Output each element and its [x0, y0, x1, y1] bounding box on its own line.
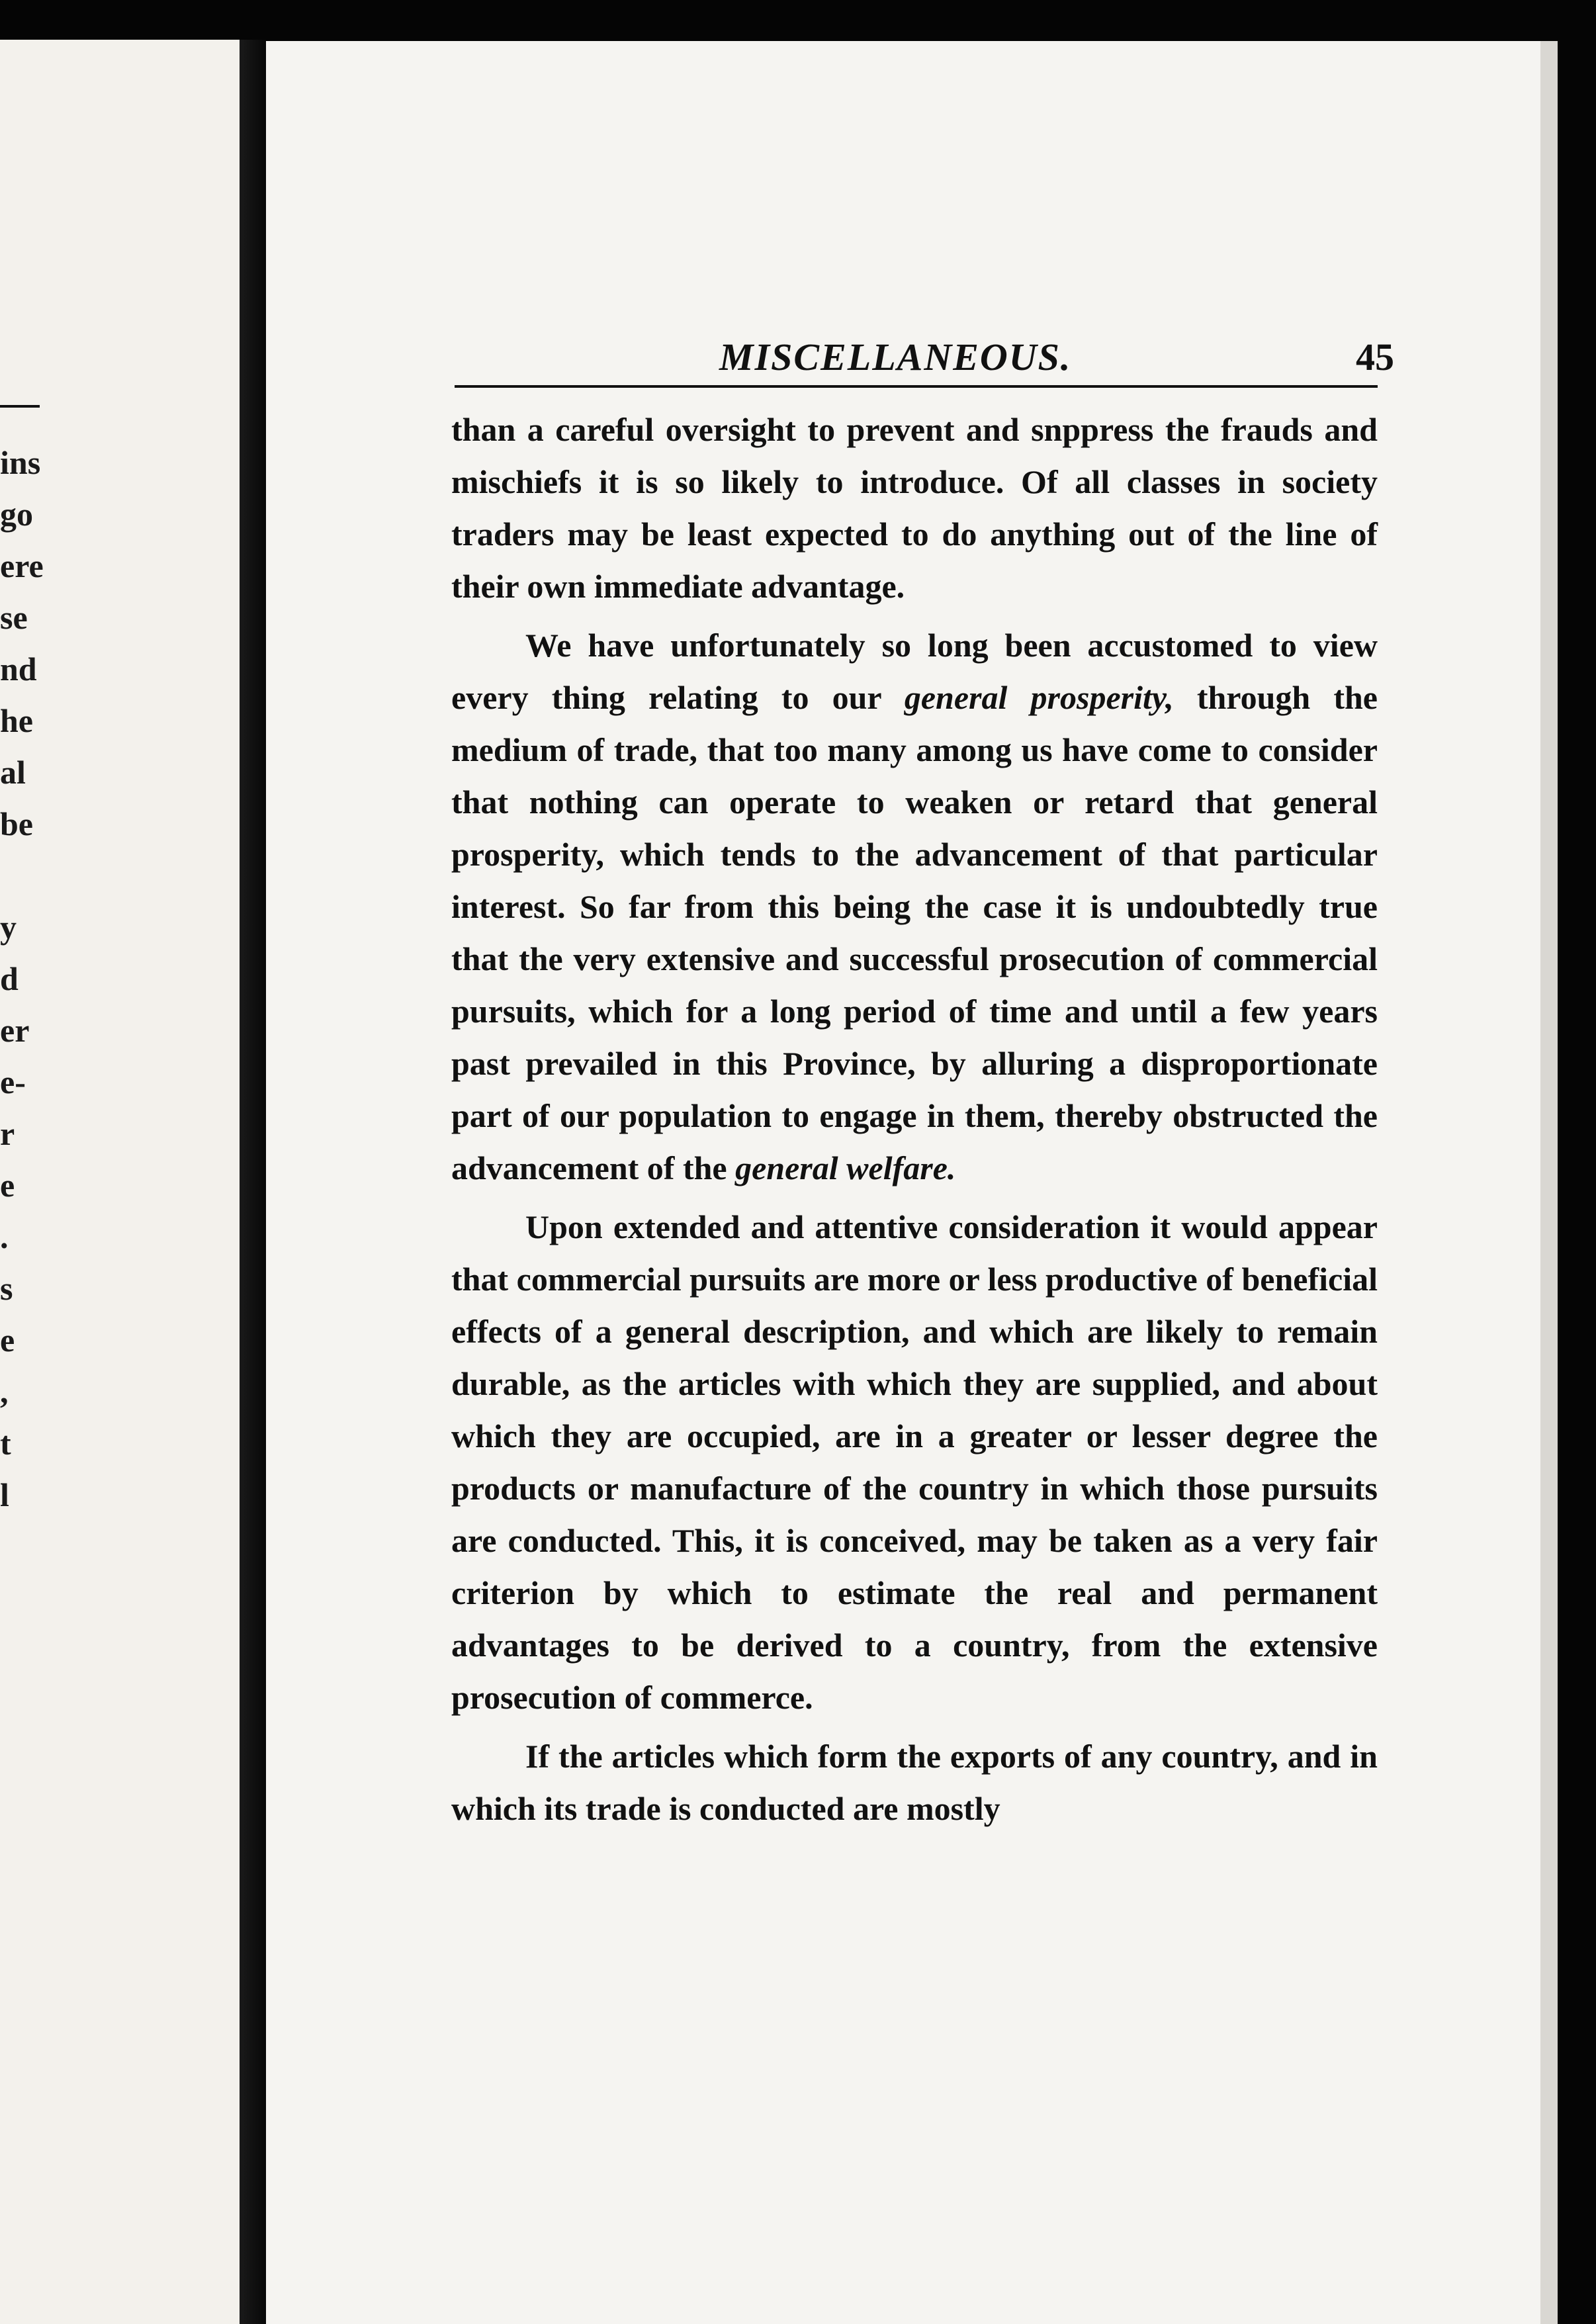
page-header — [455, 306, 1394, 385]
edge-fragment — [0, 850, 53, 901]
paragraph — [451, 1730, 1378, 1835]
italic-phrase: general prosperity, — [904, 679, 1174, 716]
left-page-rule — [0, 405, 40, 408]
edge-fragment: nd — [0, 650, 37, 688]
text-run: than a careful oversight to prevent and snppress the frauds and mischiefs it is so likely to introduce. Of all classes in society traders may be least expected to do anything out of the line of their own immediate advantage. — [451, 411, 1378, 605]
edge-fragment: e- — [0, 1063, 26, 1100]
paragraph — [451, 1201, 1378, 1724]
left-page-edge — [0, 40, 244, 2324]
paragraph — [451, 619, 1378, 1194]
edge-fragment: ere — [0, 547, 44, 584]
page-number: 45 — [1356, 335, 1394, 379]
header-rule — [455, 385, 1378, 388]
edge-fragment: e — [0, 1167, 15, 1204]
edge-fragment: l — [0, 1476, 9, 1513]
paragraph — [451, 404, 1378, 613]
edge-fragment: t — [0, 1425, 11, 1462]
text-run: through the medium of trade, that too many among us have come to consider that nothing can operate to weaken or retard that general prosperity, which tends to the advancement of that particular interest. So far from this being the case it is undoubtedly true that the very extensive and successful prosecution of commercial pursuits, which for a long period of time and until a few years past prevailed in this Province, by alluring a disproportionate part of our population to engage in them, thereby obstructed the advancement of the — [451, 679, 1378, 1186]
edge-fragment: s — [0, 1270, 13, 1307]
text-run: Upon extended and attentive consideration it would appear that commercial pursuits are more or less productive of beneficial effects of a general description, and which are likely to remain durable, as the articles with which they are supplied, and about which they are occupied, are in a greater or lesser degree the products or manufacture of the country in which those pursuits are conducted. This, it is conceived, may be taken as a very fair criterion by which to estimate the real and permanent advantages to be derived to a country, from the extensive prosecution of commerce. — [451, 1208, 1378, 1716]
running-title: MISCELLANEOUS. — [719, 335, 1072, 379]
left-page-text-fragments — [0, 437, 53, 1521]
edge-fragment: d — [0, 960, 19, 997]
italic-phrase: general welfare. — [735, 1149, 956, 1186]
edge-fragment: r — [0, 1115, 15, 1152]
edge-fragment: , — [0, 1373, 9, 1410]
edge-fragment: ins — [0, 444, 41, 481]
edge-fragment: he — [0, 702, 33, 739]
edge-fragment: er — [0, 1012, 30, 1049]
edge-fragment: be — [0, 805, 33, 842]
book-gutter — [240, 40, 266, 2324]
edge-fragment: y — [0, 909, 17, 946]
text-run: We have unfortunately so long been accustomed to view every thing relating to our — [451, 627, 1378, 716]
edge-fragment: . — [0, 1218, 9, 1255]
edge-fragment: se — [0, 599, 28, 636]
edge-fragment: go — [0, 496, 33, 533]
right-page — [266, 41, 1558, 2324]
body-text — [451, 404, 1378, 1842]
edge-fragment: e — [0, 1321, 15, 1359]
text-run: If the articles which form the exports of any country, and in which its trade is conducted are mostly — [451, 1738, 1378, 1827]
edge-fragment: al — [0, 754, 26, 791]
